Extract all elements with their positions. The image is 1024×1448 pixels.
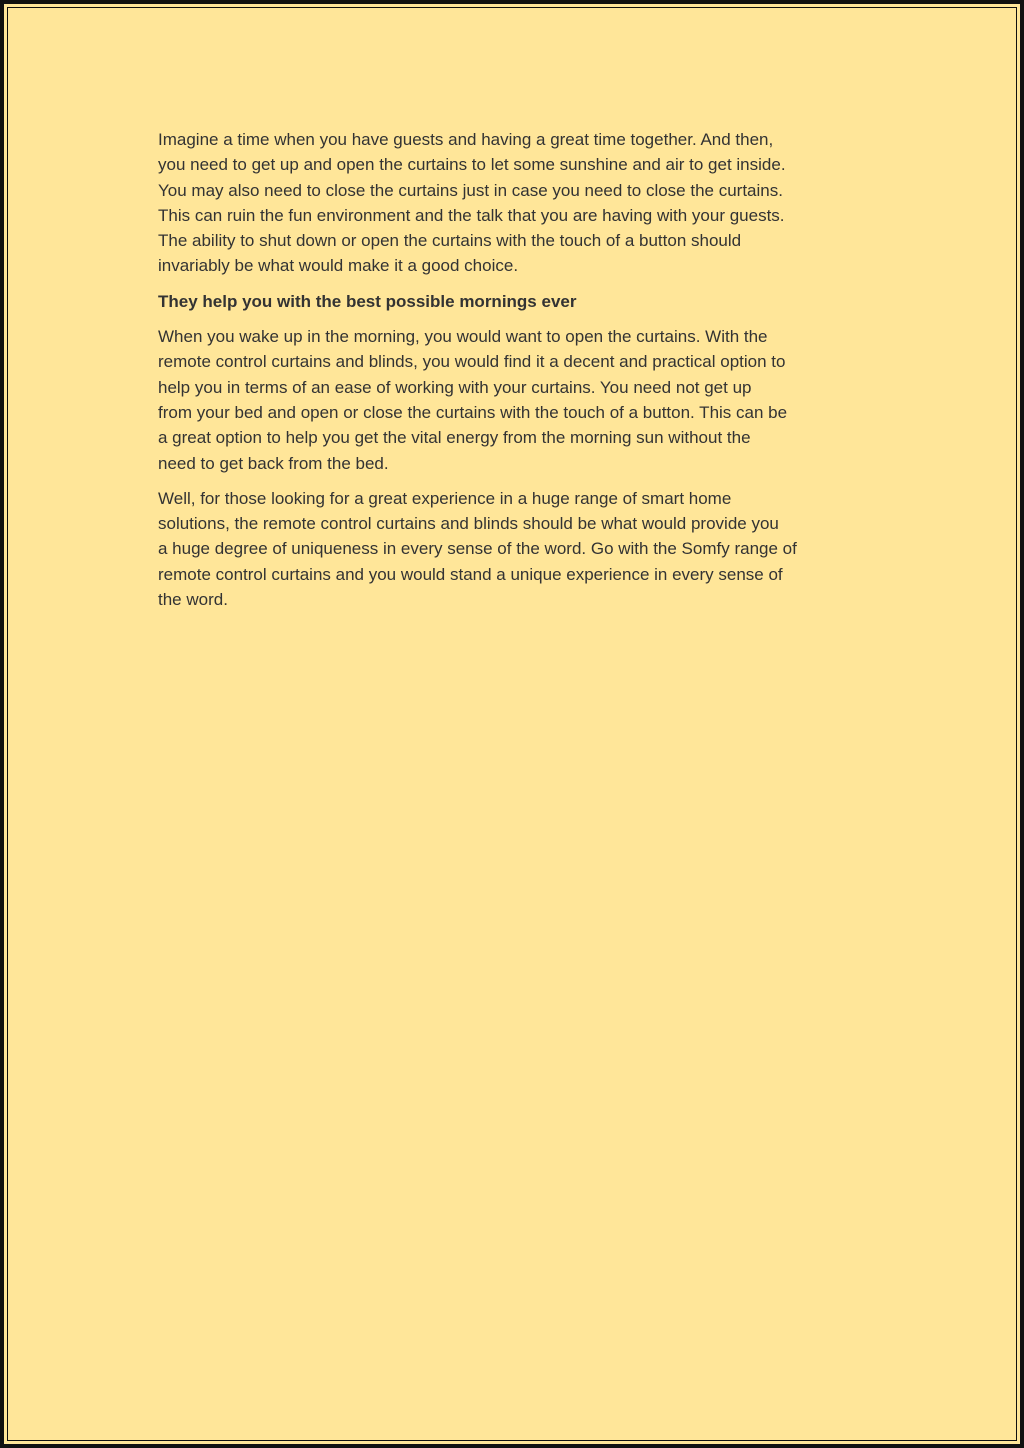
text-line: invariably be what would make it a good choice. <box>158 256 519 276</box>
paragraph-intro <box>158 127 878 279</box>
text-line: you need to get up and open the curtains to let some sunshine and air to get inside. <box>158 155 786 175</box>
paragraph-conclusion <box>158 486 878 612</box>
text-line: When you wake up in the morning, you would want to open the curtains. With the <box>158 327 768 347</box>
text-line: a huge degree of uniqueness in every sense of the word. Go with the Somfy range of <box>158 539 797 559</box>
text-line: This can ruin the fun environment and the talk that you are having with your guests. <box>158 205 785 225</box>
document-body <box>158 127 878 622</box>
text-line: from your bed and open or close the curtains with the touch of a button. This can be <box>158 402 788 422</box>
paragraph-mornings <box>158 324 878 476</box>
text-line: need to get back from the bed. <box>158 453 389 473</box>
text-line: Imagine a time when you have guests and having a great time together. And then, <box>158 130 774 149</box>
text-line: solutions, the remote control curtains and blinds should be what would provide you <box>158 514 779 534</box>
text-line: help you in terms of an ease of working with your curtains. You need not get up <box>158 377 752 397</box>
text-line: The ability to shut down or open the curtains with the touch of a button should <box>158 231 742 251</box>
text-line: remote control curtains and you would stand a unique experience in every sense of <box>158 564 783 584</box>
text-line: Well, for those looking for a great experience in a huge range of smart home <box>158 488 732 508</box>
text-line: a great option to help you get the vital energy from the morning sun without the <box>158 428 751 448</box>
section-heading: They help you with the best possible mornings ever <box>158 291 577 311</box>
text-line: the word. <box>158 590 228 610</box>
text-line: remote control curtains and blinds, you would find it a decent and practical option to <box>158 352 786 372</box>
text-line: You may also need to close the curtains just in case you need to close the curtains. <box>158 180 783 200</box>
